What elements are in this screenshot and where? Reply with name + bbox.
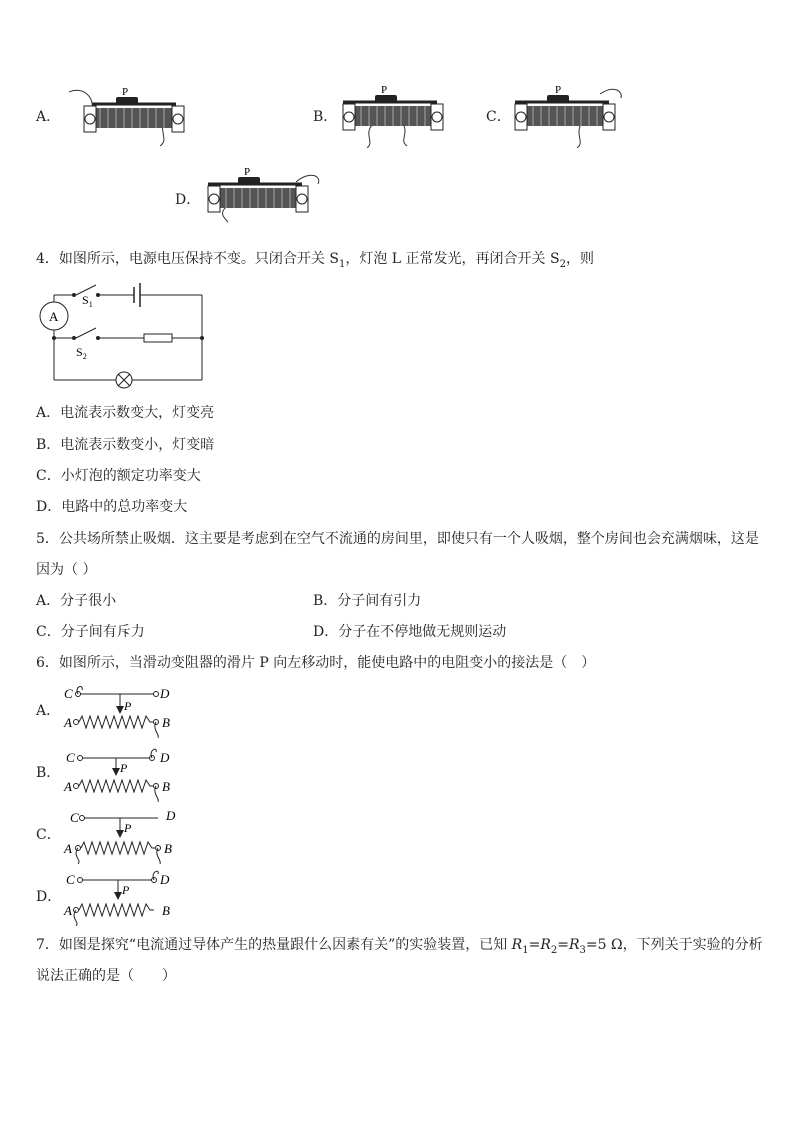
q4-stem-part1: 4．如图所示，电源电压保持不变。只闭合开关 S <box>36 251 339 267</box>
q6-rheostat-b <box>62 744 182 802</box>
q3-option-b-label: B． <box>313 109 338 125</box>
q3-rheostat-d <box>198 166 328 226</box>
slider-p-label: P <box>124 821 132 835</box>
q5-stem-line2: 因为（ ） <box>36 562 97 578</box>
terminal-d-label: D <box>160 686 170 701</box>
slider-p-label: P <box>555 84 562 96</box>
r3-symbol: R <box>568 937 580 953</box>
equals-sign: = <box>528 937 541 953</box>
terminal-b-label: B <box>162 903 170 918</box>
q6-option-c-label: C． <box>36 827 61 843</box>
slider-p-label: P <box>124 699 132 713</box>
q4-s2-subscript: 2 <box>559 258 566 270</box>
q3-rheostat-a <box>64 84 194 148</box>
slider-p-label: P <box>381 84 388 96</box>
q7-stem-part2: =5 Ω，下列关于实验的分析 <box>585 937 763 953</box>
q5-stem-line1: 5．公共场所禁止吸烟．这主要是考虑到在空气不流通的房间里，即使只有一个人吸烟，整个房间也会充满烟味，这是 <box>36 531 759 547</box>
q3-rheostat-b <box>333 84 463 148</box>
slider-p-label: P <box>122 86 129 98</box>
terminal-c-label: C <box>66 872 75 887</box>
q5-option-d: D．分子在不停地做无规则运动 <box>313 624 507 640</box>
terminal-b-label: B <box>162 715 170 730</box>
q7-stem-line2: 说法正确的是（ ） <box>36 968 176 984</box>
q4-s1-subscript: 1 <box>338 258 346 270</box>
q4-stem-part3: ，则 <box>565 251 594 267</box>
terminal-a-label: A <box>64 715 72 730</box>
q4-option-a: A．电流表示数变大，灯变亮 <box>36 405 215 421</box>
q6-stem: 6．如图所示，当滑动变阻器的滑片 P 向左移动时，能使电路中的电阻变小的接法是（ ） <box>36 655 596 671</box>
r2-symbol: R <box>540 937 551 953</box>
q6-rheostat-d <box>62 868 182 926</box>
terminal-d-label: D <box>160 750 170 765</box>
terminal-c-label: C <box>70 810 79 825</box>
terminal-d-label: D <box>166 808 176 823</box>
terminal-d-label: D <box>160 872 170 887</box>
slider-p-label: P <box>244 166 251 178</box>
q3-rheostat-c <box>505 84 635 148</box>
q6-rheostat-a <box>62 682 182 740</box>
q4-circuit-diagram <box>36 280 208 392</box>
q4-option-c: C．小灯泡的额定功率变大 <box>36 468 201 484</box>
r1-subscript: 1 <box>522 944 529 956</box>
terminal-c-label: C <box>66 750 75 765</box>
s1-label: $S_1$ <box>82 293 93 309</box>
q4-stem-part2: ，灯泡 L 正常发光，再闭合开关 S <box>345 251 560 267</box>
q6-option-d-label: D． <box>36 889 62 905</box>
s2-label: $S_2$ <box>76 345 87 361</box>
q5-option-c: C．分子间有斥力 <box>36 624 145 640</box>
r1-symbol: R <box>511 937 523 953</box>
q4-option-d: D．电路中的总功率变大 <box>36 499 188 515</box>
q6-rheostat-c <box>62 806 182 864</box>
terminal-a-label: A <box>64 903 72 918</box>
r3-subscript: 3 <box>579 944 586 956</box>
terminal-b-label: B <box>164 841 172 856</box>
q3-option-c-label: C． <box>486 109 511 125</box>
q5-option-b: B．分子间有引力 <box>313 593 422 609</box>
terminal-a-label: A <box>64 841 72 856</box>
q6-option-b-label: B． <box>36 765 61 781</box>
q4-stem <box>36 249 594 275</box>
terminal-a-label: A <box>64 779 72 794</box>
q4-option-b: B．电流表示数变小，灯变暗 <box>36 437 215 453</box>
q6-option-a-label: A． <box>36 703 61 719</box>
q3-option-a-label: A． <box>36 109 61 125</box>
q3-option-d-label: D． <box>175 192 201 208</box>
terminal-b-label: B <box>162 779 170 794</box>
equals-sign: = <box>557 937 569 953</box>
q5-option-a: A．分子很小 <box>36 593 117 609</box>
slider-p-label: P <box>122 883 130 897</box>
q7-stem-part1: 7．如图是探究“电流通过导体产生的热量跟什么因素有关”的实验装置，已知 <box>36 937 512 953</box>
q7-stem-line1 <box>36 935 763 961</box>
r2-subscript: 2 <box>550 944 558 956</box>
slider-p-label: P <box>120 761 128 775</box>
terminal-c-label: C <box>64 686 73 701</box>
ammeter-label: A <box>49 309 59 324</box>
